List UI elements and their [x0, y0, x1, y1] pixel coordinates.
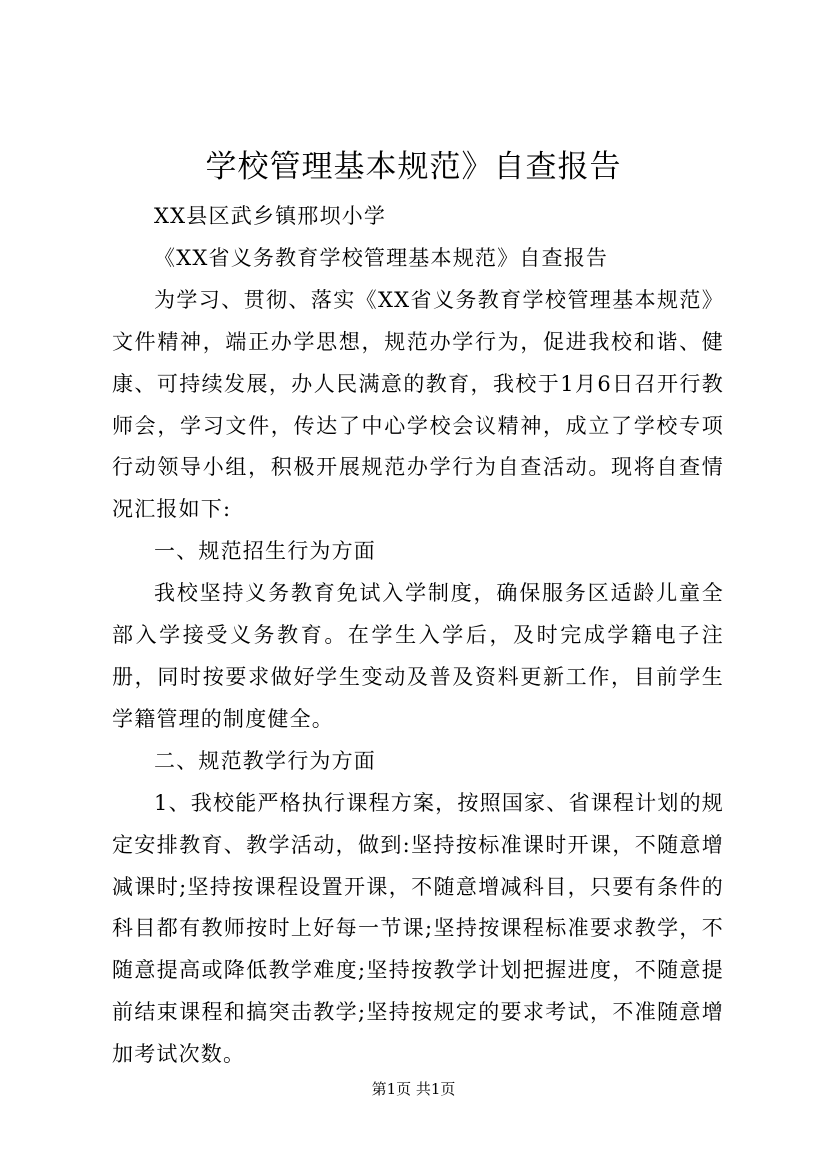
section-heading-teaching: 二、规范教学行为方面 — [154, 748, 376, 773]
intro-paragraph: 为学习、贯彻、落实《XX省义务教育学校管理基本规范》文件精神，端正办学思想，规范办学行为，促进我校和谐、健康、可持续发展，办人民满意的教育，我校于1月6日召开行教师会，学习文件，传达了中心学校会议精神，成立了学校专项行动领导小组，积极开展规范办学行为自查活动。现将自查情况汇报如下: — [112, 287, 724, 522]
school-name-line: XX县区武乡镇邢坝小学 — [154, 204, 387, 228]
document-title: 学校管理基本规范》自查报告 — [205, 149, 622, 185]
page-footer — [0, 1078, 827, 1100]
report-subtitle-line: 《XX省义务教育学校管理基本规范》自查报告 — [154, 245, 609, 270]
section-heading-enrollment: 一、规范招生行为方面 — [154, 539, 376, 564]
teaching-paragraph: 1、我校能严格执行课程方案，按照国家、省课程计划的规定安排教育、教学活动，做到:坚持按标准课时开课，不随意增减课时;坚持按课程设置开课，不随意增减科目，只要有条件的科目都有教师按时上好每一节课;坚持按课程标准要求教学，不随意提高或降低教学难度;坚持按教学计划把握进度，不随意提前结束课程和搞突击教学;坚持按规定的要求考试，不准随意增加考试次数。 — [112, 790, 724, 1067]
enrollment-paragraph: 我校坚持义务教育免试入学制度，确保服务区适龄儿童全部入学接受义务教育。在学生入学后，及时完成学籍电子注册，同时按要求做好学生变动及普及资料更新工作，目前学生学籍管理的制度健全。 — [112, 581, 724, 731]
page-number-label: 第1页 共1页 — [371, 1080, 456, 1098]
document-body — [112, 196, 724, 1076]
